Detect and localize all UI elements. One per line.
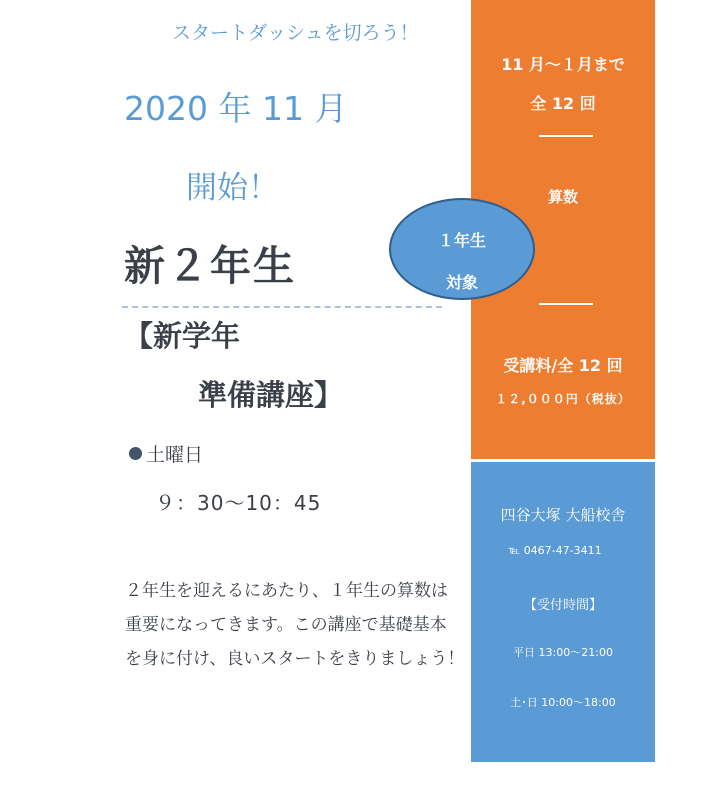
- description-line: 重要になってきます。この講座で基礎基本: [125, 615, 447, 635]
- schedule-day: [129, 440, 203, 467]
- description-line: を身に付け、良いスタートをきりましょう！: [125, 649, 465, 669]
- dashed-divider: [122, 306, 442, 308]
- schedule-time: ９：30〜10：45: [155, 491, 322, 515]
- hours-heading: 【受付時間】: [523, 598, 602, 613]
- description: [125, 574, 465, 676]
- description-line: ２年生を迎えるにあたり、１年生の算数は: [125, 581, 448, 601]
- badge-target: 対象: [445, 273, 478, 292]
- grade-title: 新２年生: [124, 242, 296, 290]
- start-date: 2020 年 11 月: [124, 89, 348, 128]
- badge-grade: １年生: [437, 231, 486, 250]
- start-word: 開始！: [186, 170, 279, 206]
- weekend-hours: 土･日 10:00〜18:00: [510, 696, 616, 709]
- panel-divider: [539, 303, 593, 305]
- tagline: スタートダッシュを切ろう！: [172, 22, 419, 44]
- bullet-icon: [129, 447, 142, 460]
- period-text: 11 月〜１月まで: [501, 55, 625, 74]
- schedule-day-label: 土曜日: [146, 444, 204, 466]
- phone-number: ℡ 0467-47-3411: [508, 544, 602, 557]
- course-title-line2: 準備講座】: [198, 378, 344, 412]
- sessions-text: 全 12 回: [530, 94, 596, 113]
- fee-value: １２,０００円（税抜）: [495, 392, 631, 406]
- subject-text: 算数: [547, 188, 578, 206]
- weekday-hours: 平日 13:00〜21:00: [513, 646, 613, 659]
- fee-label: 受講料/全 12 回: [503, 356, 623, 375]
- target-badge: [389, 198, 535, 300]
- contact-panel: [471, 462, 655, 762]
- course-title-line1: 【新学年: [124, 319, 241, 353]
- school-name: 四谷大塚 大船校舎: [500, 506, 626, 524]
- panel-divider: [539, 135, 593, 137]
